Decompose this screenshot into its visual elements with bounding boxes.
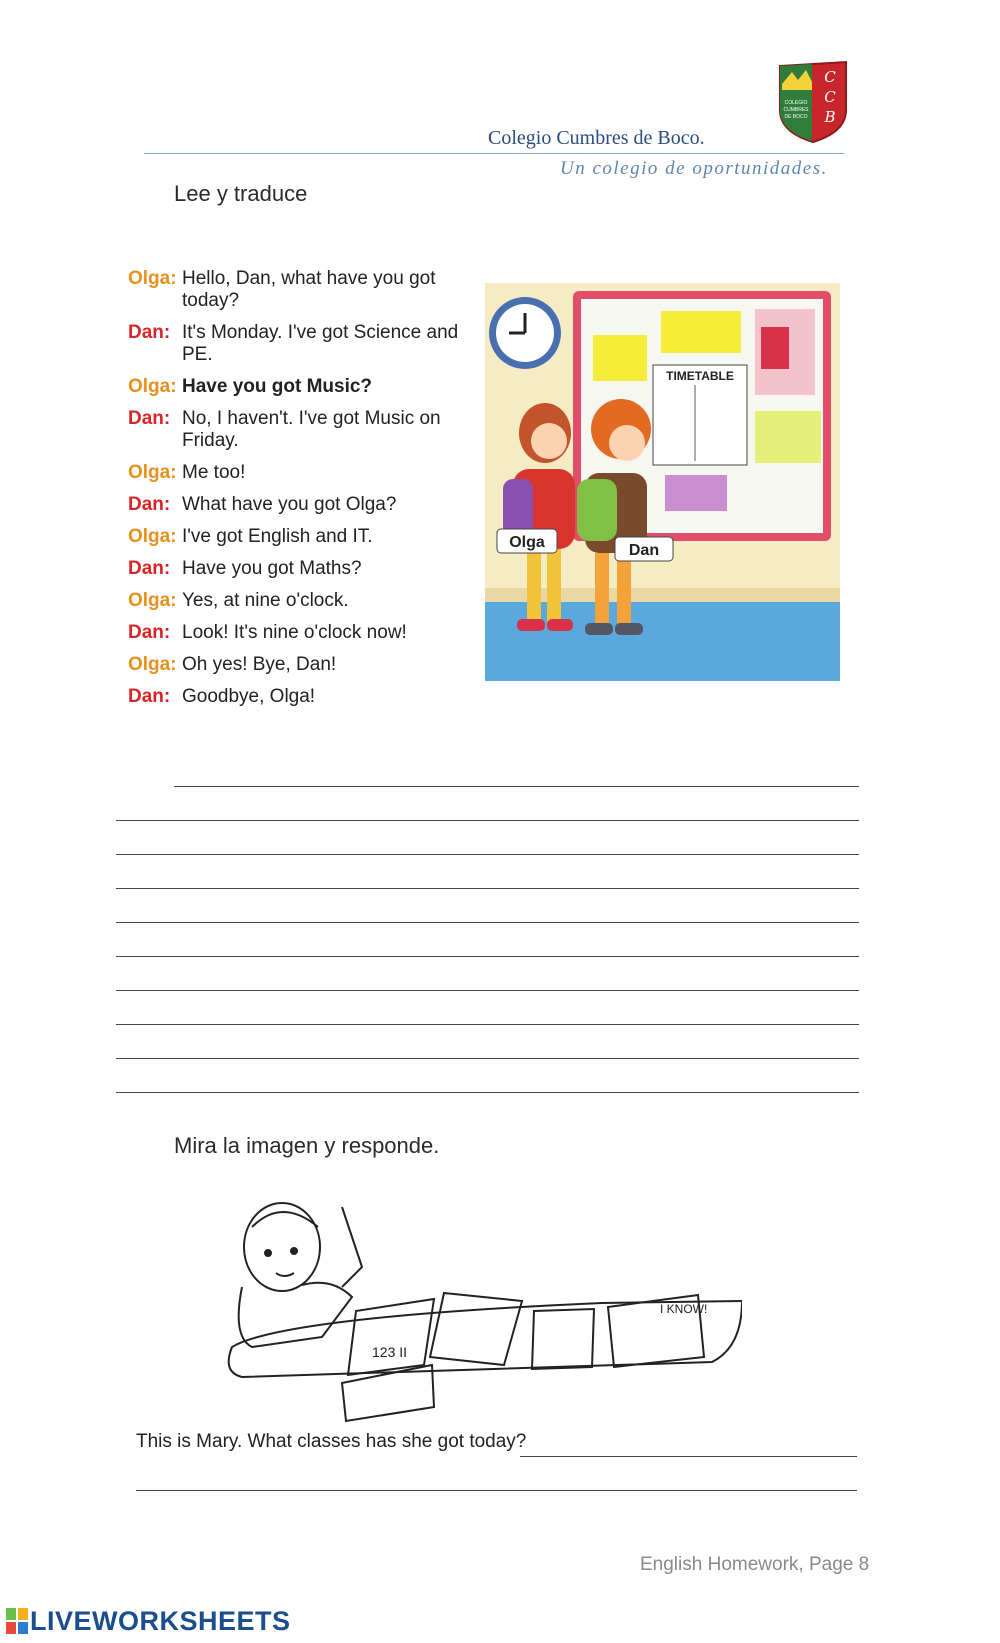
line-text: It's Monday. I've got Science and PE. xyxy=(182,322,459,365)
writing-line[interactable] xyxy=(116,820,859,821)
instruction-look-answer: Mira la imagen y responde. xyxy=(174,1133,440,1158)
dialogue-line xyxy=(128,622,468,644)
line-text: Hello, Dan, what have you got today? xyxy=(182,268,436,311)
speaker-label: Olga: xyxy=(128,376,177,397)
writing-line[interactable] xyxy=(116,1024,859,1025)
dialogue-line xyxy=(128,558,468,580)
school-name: Colegio Cumbres de Boco. xyxy=(488,127,705,149)
speaker-label: Olga: xyxy=(128,654,177,675)
speaker-label: Olga: xyxy=(128,590,177,611)
speaker-label: Dan: xyxy=(128,408,171,429)
dialogue-line xyxy=(128,526,468,548)
speaker-label: Dan: xyxy=(128,558,171,579)
dialogue-line xyxy=(128,322,468,366)
crest-text-1: COLEGIO xyxy=(784,100,808,106)
header-divider xyxy=(144,153,844,154)
speaker-label: Dan: xyxy=(128,686,171,707)
line-text: Oh yes! Bye, Dan! xyxy=(182,654,337,675)
speaker-label: Dan: xyxy=(128,322,171,343)
answer-line[interactable] xyxy=(520,1456,857,1457)
svg-text:C: C xyxy=(824,68,836,86)
school-crest-logo xyxy=(776,60,850,144)
dialogue-line xyxy=(128,376,468,398)
writing-line[interactable] xyxy=(116,888,859,889)
timetable-illustration xyxy=(485,283,840,681)
book-title: I KNOW! xyxy=(660,1302,708,1316)
dialogue-line xyxy=(128,654,468,676)
liveworksheets-logo-icon xyxy=(6,1608,28,1634)
line-text: Goodbye, Olga! xyxy=(182,686,316,707)
crest-text-3: DE BOCO xyxy=(784,114,808,120)
question-mary: This is Mary. What classes has she got today? xyxy=(136,1431,527,1452)
line-text: What have you got Olga? xyxy=(182,494,397,515)
line-text: I've got English and IT. xyxy=(182,526,373,547)
writing-line[interactable] xyxy=(116,1092,859,1093)
dialogue-line xyxy=(128,268,468,312)
dialogue-line xyxy=(128,590,468,612)
writing-line[interactable] xyxy=(116,990,859,991)
svg-text:C: C xyxy=(824,88,836,106)
speaker-label: Olga: xyxy=(128,462,177,483)
page-number: English Homework, Page 8 xyxy=(640,1554,870,1575)
speaker-label: Olga: xyxy=(128,268,177,289)
speaker-label: Dan: xyxy=(128,622,171,643)
writing-line[interactable] xyxy=(116,854,859,855)
dialogue-line xyxy=(128,462,468,484)
dialogue-line xyxy=(128,686,468,708)
svg-text:B: B xyxy=(824,108,836,126)
line-text: Yes, at nine o'clock. xyxy=(182,590,349,611)
mary-illustration xyxy=(222,1197,742,1427)
line-text: Me too! xyxy=(182,462,246,483)
label-olga: Olga xyxy=(509,534,545,551)
writing-line[interactable] xyxy=(174,786,859,787)
line-text: No, I haven't. I've got Music on Friday. xyxy=(182,408,441,451)
dialogue-line xyxy=(128,408,468,452)
liveworksheets-brand[interactable]: LIVEWORKSHEETS xyxy=(30,1606,291,1636)
writing-line[interactable] xyxy=(116,956,859,957)
line-text: Look! It's nine o'clock now! xyxy=(182,622,407,643)
instruction-read-translate: Lee y traduce xyxy=(174,181,308,206)
writing-line[interactable] xyxy=(116,922,859,923)
dialogue xyxy=(128,268,468,718)
speaker-label: Olga: xyxy=(128,526,177,547)
line-text: Have you got Maths? xyxy=(182,558,362,579)
school-motto: Un colegio de oportunidades. xyxy=(560,158,828,179)
board-title: TIMETABLE xyxy=(666,369,734,383)
line-text: Have you got Music? xyxy=(182,376,373,397)
speaker-label: Dan: xyxy=(128,494,171,515)
book-numbers: 123 II xyxy=(372,1344,408,1360)
label-dan: Dan xyxy=(628,542,660,559)
dialogue-line xyxy=(128,494,468,516)
writing-line[interactable] xyxy=(116,1058,859,1059)
crest-text-2: CUMBRES xyxy=(783,107,809,113)
answer-line[interactable] xyxy=(136,1490,857,1491)
